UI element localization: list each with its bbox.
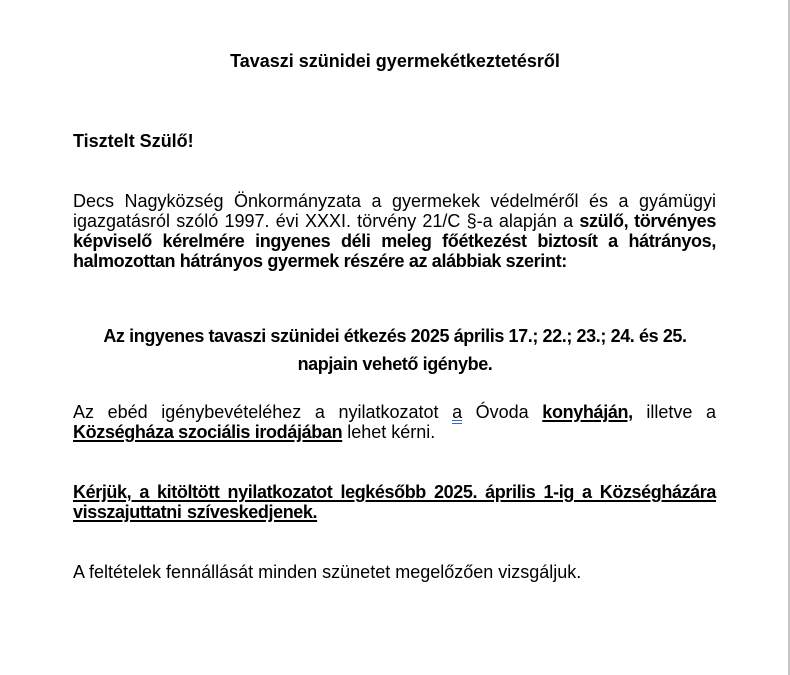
- dates-notice: [70, 322, 720, 378]
- grammar-flagged-word[interactable]: a: [452, 402, 463, 422]
- greeting: Tisztelt Szülő!: [73, 131, 194, 151]
- office-location: Községháza szociális irodájában: [73, 422, 343, 442]
- request-paragraph: [73, 482, 716, 522]
- document-title: Tavaszi szünidei gyermekétkeztetésről: [230, 51, 560, 71]
- lunch-text-4: lehet kérni.: [342, 422, 436, 442]
- lunch-text-3: illetve a: [632, 402, 716, 422]
- intro-text: Decs Nagyközség Önkormányzata a gyermekek védelméről és a gyámügyi igazgatásról szóló 1997. évi XXXI. törvény 21/C §-a alapján a: [73, 191, 716, 231]
- lunch-paragraph: [73, 402, 716, 442]
- dates-notice-line2: napjain vehető igénybe.: [297, 354, 493, 374]
- kitchen-location: konyháján,: [542, 402, 633, 422]
- intro-paragraph: [73, 191, 716, 271]
- closing-paragraph: A feltételek fennállását minden szünetet megelőzően vizsgáljuk.: [73, 562, 582, 582]
- intro-bold-text: szülő, törvényes képviselő kérelmére ingyenes déli meleg főétkezést biztosít a hátrányos, halmozottan hátrányos gyermek részére az alábbiak szerint:: [73, 211, 716, 271]
- dates-notice-line1: Az ingyenes tavaszi szünidei étkezés 2025 április 17.; 22.; 23.; 24. és 25.: [103, 326, 687, 346]
- request-text: Kérjük, a kitöltött nyilatkozatot legkésőbb 2025. április 1-ig a Községházára visszajuttatni szíveskedjenek.: [73, 482, 716, 522]
- lunch-text-1: Az ebéd igénybevételéhez a nyilatkozatot: [73, 402, 453, 422]
- lunch-text-2: Óvoda: [462, 402, 543, 422]
